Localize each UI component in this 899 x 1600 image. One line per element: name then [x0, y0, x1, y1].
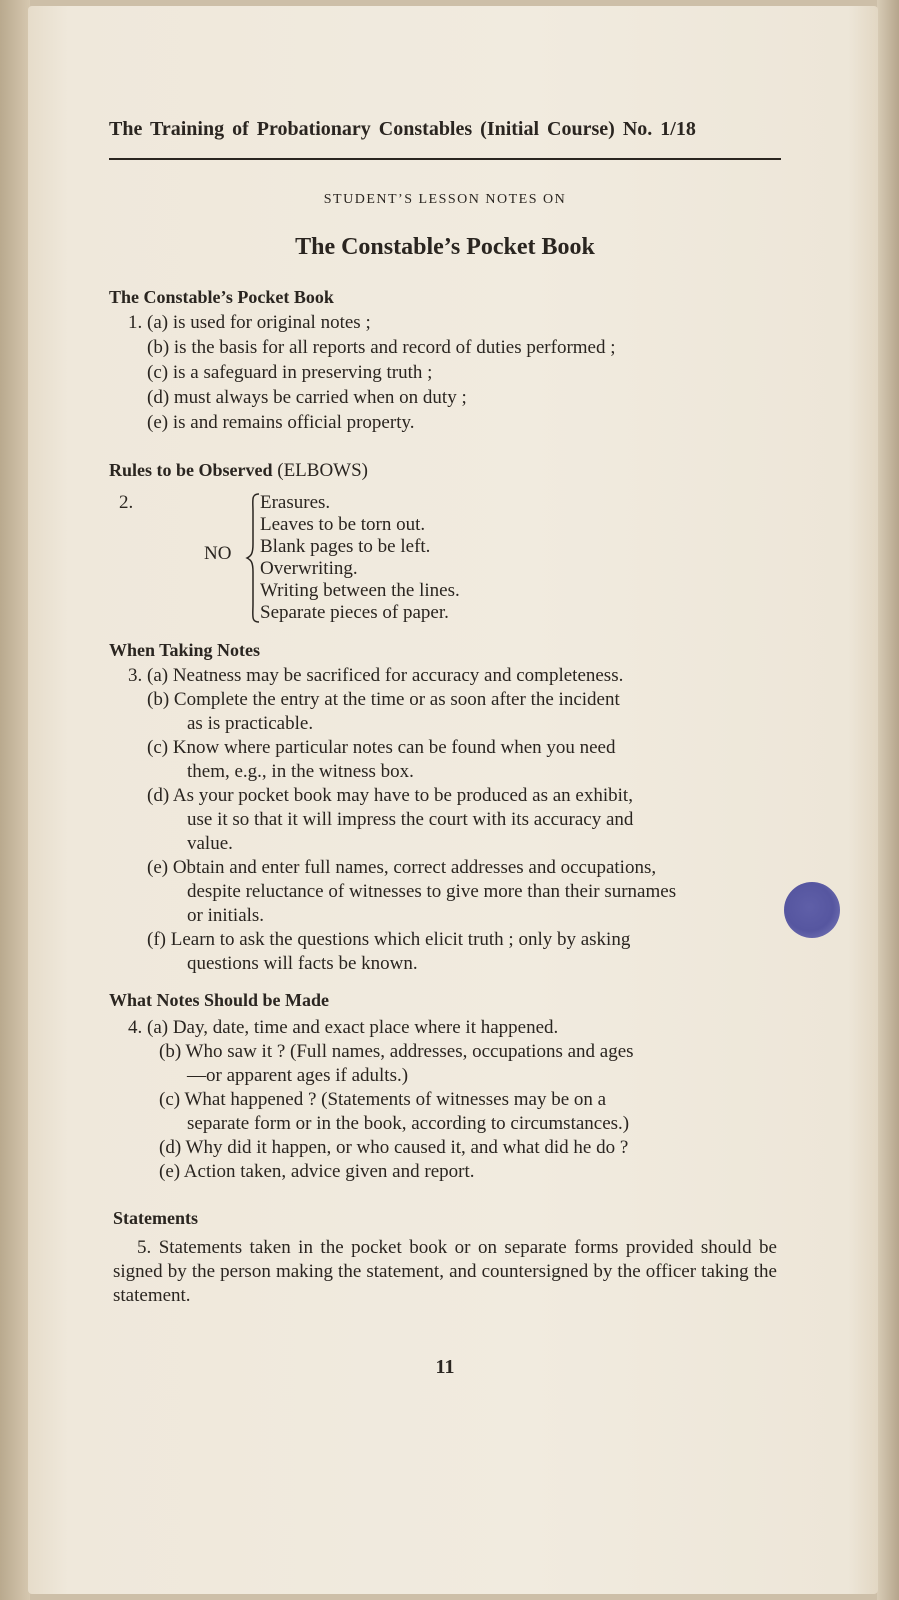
list-item: (b) is the basis for all reports and record of duties performed ;	[147, 337, 616, 358]
list-item: (f) Learn to ask the questions which elicit truth ; only by asking	[147, 929, 631, 950]
section-heading: Rules to be Observed	[109, 460, 273, 480]
list-item: (d) must always be carried when on duty ;	[147, 387, 467, 408]
section-what-notes	[109, 988, 789, 1184]
list-item-continuation: or initials.	[187, 905, 265, 926]
list-item: Erasures.	[260, 492, 331, 513]
list-item: (c) is a safeguard in preserving truth ;	[147, 362, 433, 383]
page-title: The Constable’s Pocket Book	[295, 234, 595, 260]
list-item: 3. (a) Neatness may be sacrificed for accuracy and completeness.	[128, 665, 624, 686]
list-item: Overwriting.	[260, 558, 358, 579]
list-item: (e) Obtain and enter full names, correct addresses and occupations,	[147, 857, 657, 878]
list-item-continuation: as is practicable.	[187, 713, 314, 734]
list-item-continuation: value.	[187, 833, 233, 854]
book-page-edge	[877, 0, 899, 1600]
ink-stain	[784, 882, 840, 938]
header-rule	[109, 158, 781, 160]
list-item: Blank pages to be left.	[260, 536, 431, 557]
list-item: (e) is and remains official property.	[147, 412, 415, 433]
elbows-list	[109, 492, 609, 624]
page-number: 11	[435, 1356, 455, 1378]
list-item-continuation: use it so that it will impress the court with its accuracy and	[187, 809, 634, 830]
list-item: (b) Who saw it ? (Full names, addresses, occupations and ages	[159, 1041, 634, 1062]
list-item: 1. (a) is used for original notes ;	[128, 312, 371, 333]
list-item: Leaves to be torn out.	[260, 514, 426, 535]
book-spine-edge	[0, 0, 30, 1600]
list-item: (d) Why did it happen, or who caused it, and what did he do ?	[159, 1137, 629, 1158]
no-label: NO	[204, 543, 232, 564]
list-item: Separate pieces of paper.	[260, 602, 449, 623]
list-item: Writing between the lines.	[260, 580, 460, 601]
section-rules-heading	[109, 458, 789, 483]
section-heading: When Taking Notes	[109, 640, 261, 660]
section-heading: The Constable’s Pocket Book	[109, 287, 334, 307]
paragraph: 5. Statements taken in the pocket book or on separate forms provided should be signed by the person making the statement, and countersigned by the officer taking the statement.	[113, 1237, 777, 1306]
list-item: (d) As your pocket book may have to be produced as an exhibit,	[147, 785, 633, 806]
section-taking-notes	[109, 638, 789, 976]
list-item: (e) Action taken, advice given and report.	[159, 1161, 475, 1182]
section-heading: What Notes Should be Made	[109, 990, 330, 1010]
section-statements	[113, 1206, 777, 1308]
list-item: (b) Complete the entry at the time or as soon after the incident	[147, 689, 620, 710]
section-heading: Statements	[113, 1208, 198, 1228]
item-number: 2.	[119, 492, 134, 513]
kicker: STUDENT’S LESSON NOTES ON	[323, 192, 567, 207]
list-item: (c) Know where particular notes can be found when you need	[147, 737, 616, 758]
list-item-continuation: them, e.g., in the witness box.	[187, 761, 414, 782]
list-item-continuation: separate form or in the book, according to circumstances.)	[187, 1113, 630, 1134]
list-item-continuation: despite reluctance of witnesses to give more than their surnames	[187, 881, 677, 902]
list-item-continuation: —or apparent ages if adults.)	[187, 1065, 409, 1086]
elbows-items	[260, 492, 460, 624]
section-heading-suffix: (ELBOWS)	[277, 460, 369, 481]
section-pocket-book	[109, 285, 789, 435]
running-header: The Training of Probationary Constables (Initial Course) No. 1/18	[109, 118, 696, 140]
list-item-continuation: questions will facts be known.	[187, 953, 418, 974]
curly-brace	[245, 492, 261, 624]
list-item: 4. (a) Day, date, time and exact place where it happened.	[128, 1017, 559, 1038]
list-item: (c) What happened ? (Statements of witnesses may be on a	[159, 1089, 607, 1110]
